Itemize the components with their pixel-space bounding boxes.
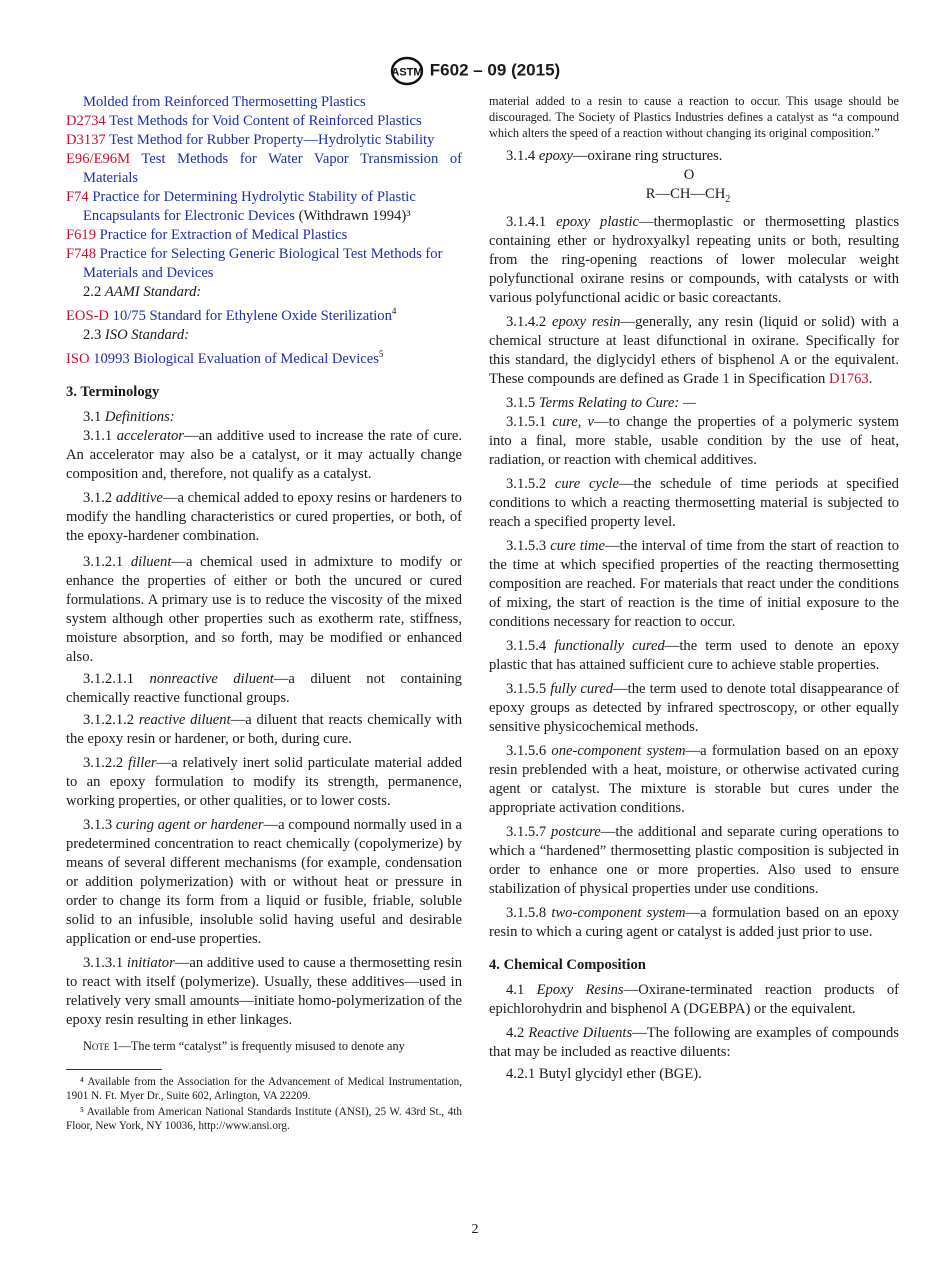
ref-item[interactable]: F74 Practice for Determining Hydrolytic Stability of Plastic Encapsulants for Electronic Devices (Withdrawn 1994)³ bbox=[66, 189, 416, 224]
left-column bbox=[66, 93, 462, 1135]
para-3-1-1: 3.1.1 accelerator—an additive used to increase the rate of cure. An accelerator may also be a catalyst, or it may actually change composition and, therefore, not qualify as a catalyst. bbox=[66, 427, 462, 482]
ref-item-iso[interactable]: ISO 10993 Biological Evaluation of Medical Devices$^5$ bbox=[66, 348, 384, 367]
chem-formula: $R—CH—CH_2$ bbox=[645, 186, 731, 205]
para-3-1-4-1: 3.1.4.1 epoxy plastic—thermoplastic or thermosetting plastics containing ether or hydroxyalkyl repeating units or both, resulting from the ring-opening reactions of lower molecular weight polyfunctional oxirane resins or compounds, with catalysts or with various polyfunctional acidic or basic coreactants. bbox=[489, 213, 900, 306]
note-1: Note 1—The term “catalyst” is frequently misused to denote any bbox=[83, 1038, 405, 1053]
footnote-5: ⁵ Available from American National Standards Institute (ANSI), 25 W. 43rd St., 4th Floor, New York, NY 10036, http://www.ansi.org. bbox=[66, 1105, 462, 1132]
para-4-2-1: 4.2.1 Butyl glycidyl ether (BGE). bbox=[506, 1065, 702, 1082]
ref-item[interactable]: F619 Practice for Extraction of Medical Plastics bbox=[66, 227, 348, 243]
para-3-1-5-7: 3.1.5.7 postcure—the additional and separate curing operations to which a “hardened” thermosetting plastic composition is subjected in order to enhance one or more properties. Also used to ensure stabilization of physical properties under use conditions. bbox=[489, 823, 899, 897]
section-2-3: 2.3 ISO Standard: bbox=[83, 326, 190, 343]
para-3-1-5-8: 3.1.5.8 two-component system—a formulation based on an epoxy resin to which a curing agent or catalyst is added just prior to use. bbox=[489, 904, 899, 940]
para-3-1-5-5: 3.1.5.5 fully cured—the term used to denote total disappearance of epoxy groups as detected by infrared spectroscopy, or other equally sensitive physicochemical methods. bbox=[489, 680, 900, 735]
para-4-2: 4.2 Reactive Diluents—The following are examples of compounds that may be included as reactive diluents: bbox=[489, 1024, 899, 1060]
para-3-1-5-1: 3.1.5.1 cure, v—to change the properties of a polymeric system into a final, more stable, usable condition by the use of heat, radiation, or reaction with chemical additives. bbox=[489, 413, 899, 468]
ref-item[interactable]: E96/E96M Test Methods for Water Vapor Transmission of Materials bbox=[66, 151, 462, 186]
ref-item[interactable]: F748 Practice for Selecting Generic Biological Test Methods for Materials and Devices bbox=[66, 246, 443, 281]
page-number: 2 bbox=[471, 1222, 479, 1237]
oxirane-structure bbox=[489, 166, 899, 209]
ref-item[interactable]: D2734 Test Methods for Void Content of Reinforced Plastics bbox=[66, 113, 422, 129]
svg-text:ASTM: ASTM bbox=[391, 66, 423, 79]
para-3-1-2-1-2: 3.1.2.1.2 reactive diluent—a diluent that reacts chemically with the epoxy resin or hardener, or both, during cure. bbox=[66, 711, 462, 747]
para-3-1-4-2: 3.1.4.2 epoxy resin—generally, any resin (liquid or solid) with a chemical structure at least difunctional in oxirane. Specifically for this standard, the diglycidyl ethers of bisphenol A or the equivalent. These compounds are defined as Grade 1 in Specification D1763. bbox=[489, 313, 899, 387]
para-4-1: 4.1 Epoxy Resins—Oxirane-terminated reaction products of epichlorohydrin and bisphenol A (DGEBPA) or the equivalent. bbox=[489, 981, 899, 1017]
para-3-1-3: 3.1.3 curing agent or hardener—a compound normally used in a predetermined concentration to react chemically (copolymerize) by means of several different mechanisms (for example, condensation or addition polymerization) with or without heat or pressure in order to change its form from a liquid or fusible, friable, soluble solid to an infusible, insoluble solid having useful and desirable application or end-use properties. bbox=[66, 816, 462, 947]
ref-item[interactable]: D3137 Test Method for Rubber Property—Hydrolytic Stability bbox=[66, 132, 435, 148]
para-3-1-5: 3.1.5 Terms Relating to Cure: — bbox=[506, 394, 696, 411]
para-3-1-2-1-1: 3.1.2.1.1 nonreactive diluent—a diluent not containing chemically reactive functional groups. bbox=[66, 670, 462, 706]
para-3-1-5-3: 3.1.5.3 cure time—the interval of time from the start of reaction to the time at which specified properties of the reacting thermosetting composition are reached. For materials that react under the conditions of mixing, the start of reaction is the time of initial exposure to the conditions necessary for reaction to occur. bbox=[489, 537, 899, 630]
right-column bbox=[489, 93, 899, 1087]
astm-logo-icon bbox=[390, 56, 424, 86]
para-3-1: 3.1 Definitions: bbox=[83, 408, 175, 425]
chem-oxygen: O bbox=[683, 167, 695, 183]
para-3-1-4: 3.1.4 epoxy—oxirane ring structures. bbox=[506, 148, 723, 164]
note-1-continued: material added to a resin to cause a reaction to occur. This usage should be discouraged. The Society of Plastics Industries defines a catalyst as “a compound which alters the speed of a reaction without changing its original composition.” bbox=[489, 94, 899, 140]
designation: F602 – 09 (2015) bbox=[429, 60, 561, 80]
para-3-1-2: 3.1.2 additive—a chemical added to epoxy resins or hardeners to modify the handling characteristics or cured properties, or both, of the epoxy-hardener combination. bbox=[66, 489, 462, 544]
footnote-4: ⁴ Available from the Association for the Advancement of Medical Instrumentation, 1901 N. Ft. Myer Dr., Suite 602, Arlington, VA 22209. bbox=[66, 1075, 462, 1102]
section-2-2: 2.2 AAMI Standard: bbox=[83, 284, 202, 300]
ref-item-aami[interactable]: EOS-D 10/75 Standard for Ethylene Oxide Sterilization$^4$ bbox=[66, 306, 397, 324]
page-header bbox=[0, 56, 950, 86]
section-heading-terminology: 3. Terminology bbox=[66, 383, 160, 400]
para-3-1-3-1: 3.1.3.1 initiator—an additive used to cause a thermosetting resin to react with itself (polymerize). Usually, these additives—used in relatively very small amounts—initiate homo-polymerization of the epoxy resin resulting in ether linkages. bbox=[66, 954, 462, 1028]
footnote-divider bbox=[66, 1069, 162, 1070]
link-d1763[interactable]: D1763 bbox=[829, 370, 869, 387]
para-3-1-2-2: 3.1.2.2 filler—a relatively inert solid particulate material added to an epoxy formulation to modify its strength, permanence, working properties, or other qualities, or to lower costs. bbox=[66, 754, 462, 809]
ref-item[interactable]: Molded from Reinforced Thermosetting Plastics bbox=[83, 94, 366, 110]
para-3-1-2-1: 3.1.2.1 diluent—a chemical used in admixture to modify or enhance the properties of either or both the uncured or cured formulations. A primary use is to reduce the viscosity of the mixed system although other properties such as exotherm rate, stiffness, moisture absorption, and so forth, may be modified or enhanced also. bbox=[66, 553, 462, 665]
para-3-1-5-2: 3.1.5.2 cure cycle—the schedule of time periods at specified conditions to which a reacting thermosetting material is subjected to reach a specified property level. bbox=[489, 475, 899, 530]
para-3-1-5-6: 3.1.5.6 one-component system—a formulation based on an epoxy resin preblended with a heat, moisture, or otherwise activated curing agent or catalyst. The mixture is storable but cures under the appropriate activation conditions. bbox=[489, 742, 899, 816]
para-3-1-5-4: 3.1.5.4 functionally cured—the term used to denote an epoxy plastic that has attained sufficient cure to achieve stable properties. bbox=[489, 637, 900, 673]
section-heading-chemical-composition: 4. Chemical Composition bbox=[489, 956, 646, 973]
